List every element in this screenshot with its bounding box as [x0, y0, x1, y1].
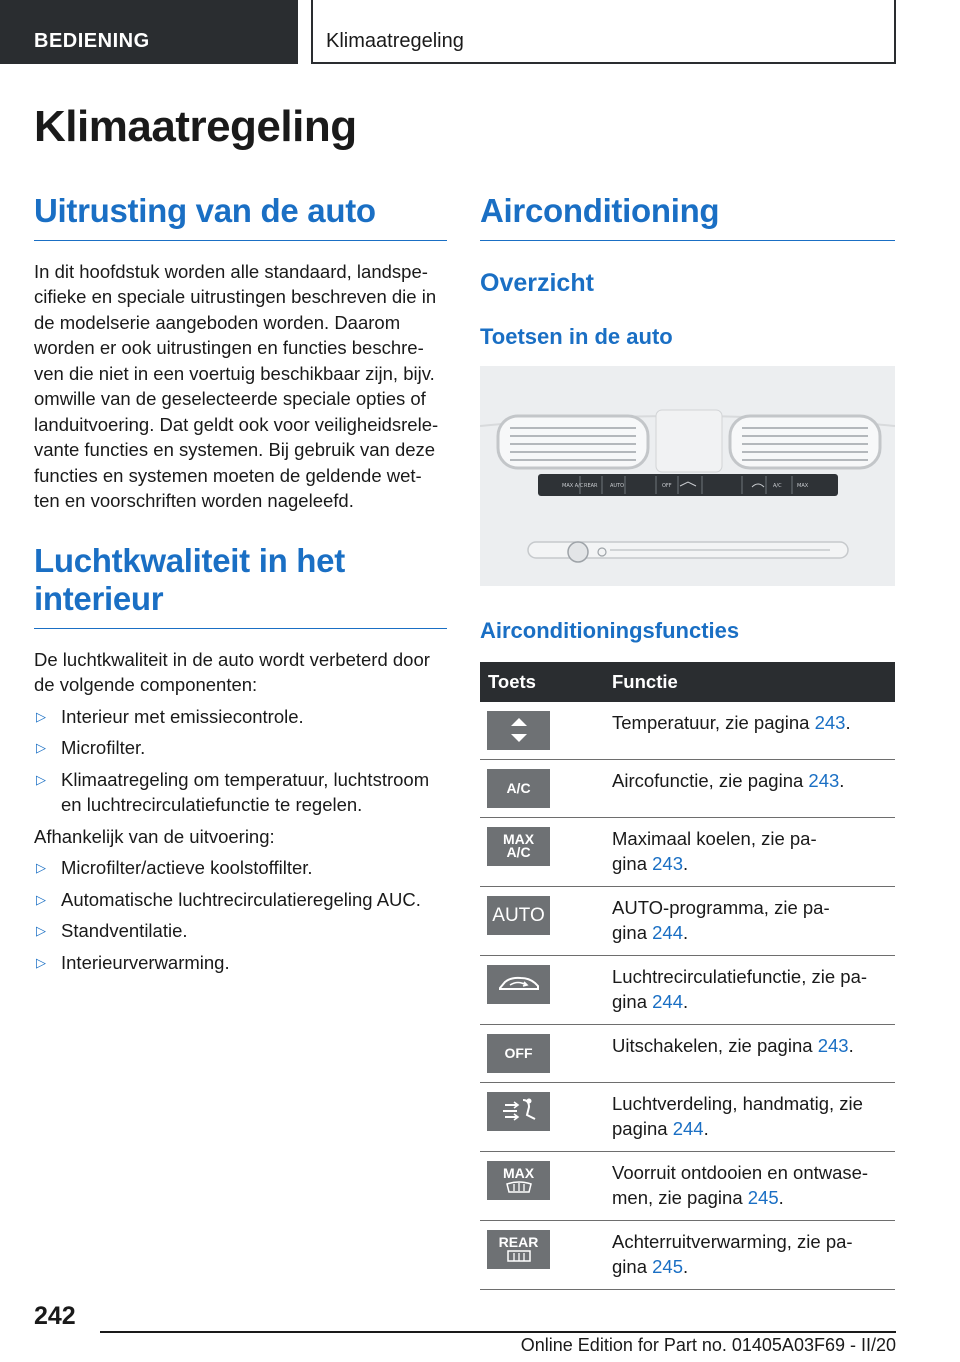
function-text: Uitschakelen, zie pagina [612, 1034, 818, 1056]
rear-defrost-key-icon [487, 1230, 550, 1269]
function-text: gina [612, 853, 653, 875]
heading-air-quality [34, 542, 447, 629]
list-item-text: Automatische luchtrecirculatieregeling AUC. [61, 888, 421, 910]
list-item [34, 735, 447, 761]
equipment-paragraph [34, 259, 447, 514]
column-header-function: Functie [602, 662, 895, 702]
climate-panel-photo [480, 366, 895, 586]
page-link[interactable]: 243 [652, 853, 683, 875]
chapter-tab [311, 0, 896, 64]
list-item [34, 950, 447, 976]
list-item [34, 887, 447, 913]
triangle-bullet-icon: ▷ [36, 860, 46, 876]
page-link[interactable]: 244 [652, 991, 683, 1013]
heading-functions: Airconditioningsfuncties [480, 617, 740, 643]
heading-line: interieur [34, 579, 164, 617]
text-line: ven die niet in een voertuig beschikbaar zijn, bijv. [34, 362, 435, 384]
page-link[interactable]: 243 [817, 1034, 849, 1056]
text-line: landuitvoering. Dat geldt ook voor veiligheidsrele- [34, 413, 439, 435]
chapter-label: Klimaatregeling [326, 30, 464, 52]
function-text: Luchtrecirculatiefunctie, zie pa- [612, 965, 868, 987]
function-text: Aircofunctie, zie pagina [612, 769, 809, 791]
max-defrost-key-icon [487, 1161, 550, 1200]
off-key-icon: OFF [487, 1034, 550, 1073]
up-down-arrows-icon [509, 715, 529, 745]
text-line: omwille van de geselecteerde speciale opties of [34, 388, 426, 410]
triangle-bullet-icon: ▷ [36, 954, 46, 970]
recirculation-key-icon [487, 965, 550, 1004]
section-label: BEDIENING [34, 30, 150, 52]
component-list [34, 704, 447, 818]
list-item [34, 918, 447, 944]
max-ac-key-icon: MAX A/C [487, 827, 550, 866]
table-row: Luchtverdeling, handmatig, zie pagina 244. [480, 1082, 895, 1151]
air-intro [34, 647, 447, 698]
triangle-bullet-icon: ▷ [36, 771, 46, 787]
page-link[interactable]: 244 [652, 922, 683, 944]
page-title: Klimaatregeling [34, 102, 357, 151]
optional-list [34, 855, 447, 975]
seat-airflow-icon [499, 1097, 539, 1125]
section-tab [0, 0, 298, 64]
key-label: REAR [498, 1233, 539, 1250]
text-line: de volgende componenten: [34, 674, 258, 696]
function-text: AUTO-programma, zie pa- [612, 896, 830, 918]
car-recirculation-icon [497, 974, 541, 994]
list-item-text: Klimaatregeling om temperatuur, luchtstroom [61, 768, 430, 790]
list-item [34, 767, 447, 818]
heading-equipment: Uitrusting van de auto [34, 192, 447, 241]
text-line: de modelserie aangeboden worden. Daarom [34, 311, 401, 333]
list-item-text: Microfilter. [61, 737, 146, 759]
text-line: De luchtkwaliteit in de auto wordt verbeterd door [34, 648, 430, 670]
panel-label-ac: A/C [773, 482, 782, 489]
text-line: ten en voorschriften worden nageleefd. [34, 490, 354, 512]
table-row: Temperatuur, zie pagina 243. [480, 702, 895, 760]
table-row: Luchtrecirculatiefunctie, zie pa- gina 244. [480, 955, 895, 1024]
page-link[interactable]: 244 [672, 1118, 704, 1140]
heading-buttons: Toetsen in de auto [480, 323, 673, 349]
variant-label: Afhankelijk van de uitvoering: [34, 825, 275, 847]
auto-key-icon: AUTO [487, 896, 550, 935]
heading-overview: Overzicht [480, 268, 594, 297]
ac-key-icon: A/C [487, 769, 550, 808]
edition-footer: Online Edition for Part no. 01405A03F69 - II/20 [520, 1335, 896, 1355]
text-line: cifieke en speciale uitrustingen beschreven die in [34, 286, 437, 308]
windshield-defrost-icon [504, 1180, 534, 1194]
page-link[interactable]: 243 [814, 711, 846, 733]
panel-label-off: OFF [662, 482, 672, 489]
text-line: vante functies en systemen. Bij gebruik van deze [34, 439, 436, 461]
function-text: Achterruitverwarming, zie pa- [612, 1230, 853, 1252]
panel-label-max: MAX [797, 482, 809, 489]
table-row: AUTO AUTO-programma, zie pa- gina 244. [480, 886, 895, 955]
list-item-text: Interieur met emissiecontrole. [61, 705, 304, 727]
climate-panel-illustration [480, 366, 895, 586]
triangle-bullet-icon: ▷ [36, 708, 46, 724]
triangle-bullet-icon: ▷ [36, 891, 46, 907]
function-text: Voorruit ontdooien en ontwase- [612, 1161, 869, 1183]
panel-label-rear: REAR [584, 482, 598, 489]
heading-airconditioning: Airconditioning [480, 192, 895, 241]
table-row: MAX A/C Maximaal koelen, zie pa- gina 243. [480, 817, 895, 886]
column-header-key: Toets [480, 662, 602, 702]
air-distribution-key-icon [487, 1092, 550, 1131]
functions-table [480, 662, 895, 1290]
list-item-text: Interieurverwarming. [61, 951, 230, 973]
list-item-text: en luchtrecirculatiefunctie te regelen. [61, 794, 363, 816]
page-link[interactable]: 243 [808, 769, 840, 791]
function-text: gina [612, 1256, 653, 1278]
function-text: Temperatuur, zie pagina [612, 711, 815, 733]
function-text: gina [612, 922, 653, 944]
panel-label-auto: AUTO [610, 482, 625, 489]
panel-label-max-ac: MAX A/C [562, 482, 584, 489]
left-column [34, 192, 447, 975]
table-header-row [480, 662, 895, 702]
key-label: MAX [502, 1164, 535, 1181]
list-item [34, 704, 447, 730]
table-row: REAR Achterruitverwarming, zie pa- gina 245. [480, 1220, 895, 1289]
text-line: In dit hoofdstuk worden alle standaard, landspe- [34, 260, 428, 282]
footer-divider [100, 1331, 896, 1333]
page-number: 242 [34, 1302, 76, 1330]
text-line: functies en systemen moeten de geldende wet- [34, 464, 422, 486]
function-text: gina [612, 991, 653, 1013]
function-text: Maximaal koelen, zie pa- [612, 827, 817, 849]
list-item [34, 855, 447, 881]
function-text: pagina [612, 1118, 673, 1140]
table-row: MAX Voorruit ontdooien en ontwase- men, zie pagina 245. [480, 1151, 895, 1220]
list-item-text: Microfilter/actieve koolstoffilter. [61, 857, 313, 879]
triangle-bullet-icon: ▷ [36, 740, 46, 756]
rear-window-heating-icon [504, 1249, 534, 1263]
function-text: men, zie pagina [612, 1187, 748, 1209]
right-column [480, 192, 895, 1290]
list-item-text: Standventilatie. [61, 920, 188, 942]
page-link[interactable]: 245 [652, 1256, 683, 1278]
table-row: A/C Aircofunctie, zie pagina 243. [480, 759, 895, 817]
text-line: worden er ook uitrustingen en functies beschre- [34, 337, 424, 359]
function-text: Luchtverdeling, handmatig, zie [612, 1092, 863, 1114]
table-row: OFF Uitschakelen, zie pagina 243. [480, 1024, 895, 1082]
temperature-key-icon [487, 711, 550, 750]
triangle-bullet-icon: ▷ [36, 923, 46, 939]
page-link[interactable]: 245 [747, 1187, 779, 1209]
heading-line: Luchtkwaliteit in het [34, 541, 345, 579]
